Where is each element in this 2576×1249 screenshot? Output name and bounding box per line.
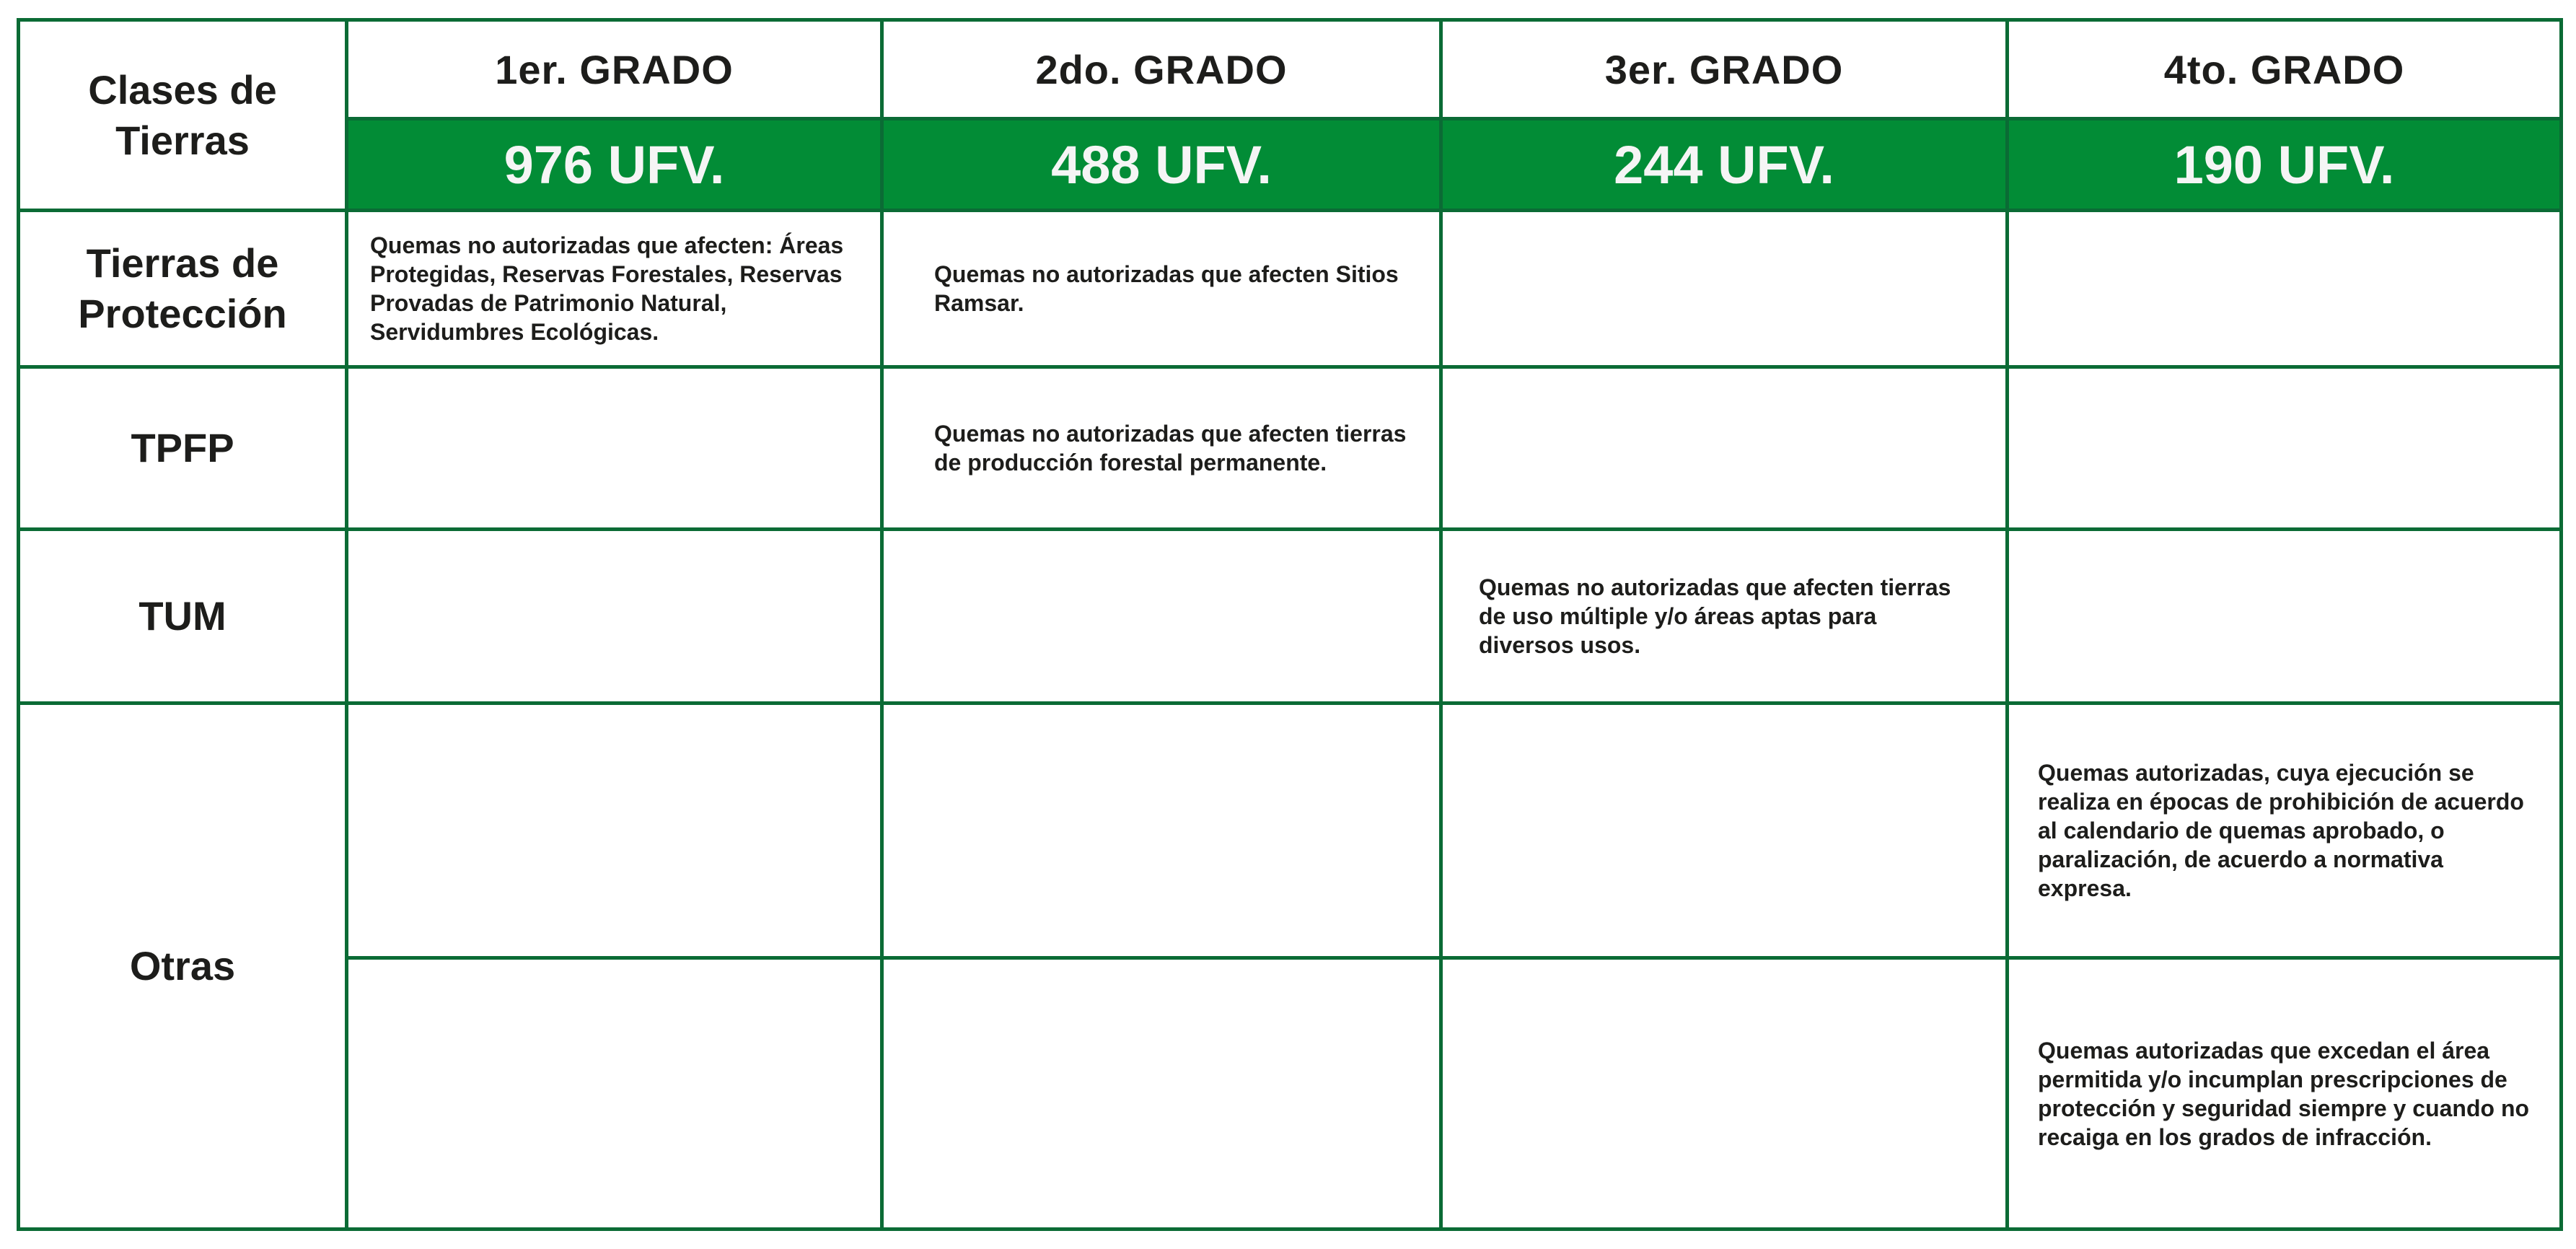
table-row [19, 367, 2562, 530]
table-cell [1441, 367, 2008, 530]
table-row [19, 211, 2562, 367]
table-row [19, 530, 2562, 704]
row-label: Otras [19, 704, 347, 1230]
table-cell: Quemas autorizadas que excedan el área permitida y/o incumplan prescripciones de protección y seguridad siempre y cuando no recaiga en los grados de infracción. [2008, 958, 2562, 1230]
table-cell [347, 958, 882, 1230]
grade-3-header: 3er. GRADO [1441, 20, 2008, 119]
grade-1-header: 1er. GRADO [347, 20, 882, 119]
table-cell [1441, 958, 2008, 1230]
table-cell [1441, 704, 2008, 958]
table-cell: Quemas autorizadas, cuya ejecución se realiza en épocas de prohibición de acuerdo al calendario de quemas aprobado, o paralización, de acuerdo a normativa expresa. [2008, 704, 2562, 958]
grade-1-fine: 976 UFV. [347, 119, 882, 211]
table-row [19, 704, 2562, 958]
infraction-grades-table [17, 18, 2563, 1231]
table-cell [1441, 211, 2008, 367]
table-row [19, 958, 2562, 1230]
table-cell [882, 704, 1441, 958]
table-cell [347, 367, 882, 530]
table-cell [2008, 530, 2562, 704]
row-label: TUM [19, 530, 347, 704]
table-cell: Quemas no autorizadas que afecten: Áreas Protegidas, Reservas Forestales, Reservas Provadas de Patrimonio Natural, Servidumbres Ecológicas. [347, 211, 882, 367]
table-cell: Quemas no autorizadas que afecten tierras de uso múltiple y/o áreas aptas para diversos usos. [1441, 530, 2008, 704]
grade-4-fine: 190 UFV. [2008, 119, 2562, 211]
table-cell [2008, 367, 2562, 530]
table-cell: Quemas no autorizadas que afecten tierras de producción forestal permanente. [882, 367, 1441, 530]
table-cell: Quemas no autorizadas que afecten Sitios Ramsar. [882, 211, 1441, 367]
grade-2-header: 2do. GRADO [882, 20, 1441, 119]
table-cell [347, 530, 882, 704]
grade-4-header: 4to. GRADO [2008, 20, 2562, 119]
row-label: TPFP [19, 367, 347, 530]
row-label: Tierras de Protección [19, 211, 347, 367]
table-cell [882, 530, 1441, 704]
table-cell [347, 704, 882, 958]
table-cell [2008, 211, 2562, 367]
grade-2-fine: 488 UFV. [882, 119, 1441, 211]
corner-header: Clases de Tierras [19, 20, 347, 211]
table-cell [882, 958, 1441, 1230]
grade-3-fine: 244 UFV. [1441, 119, 2008, 211]
